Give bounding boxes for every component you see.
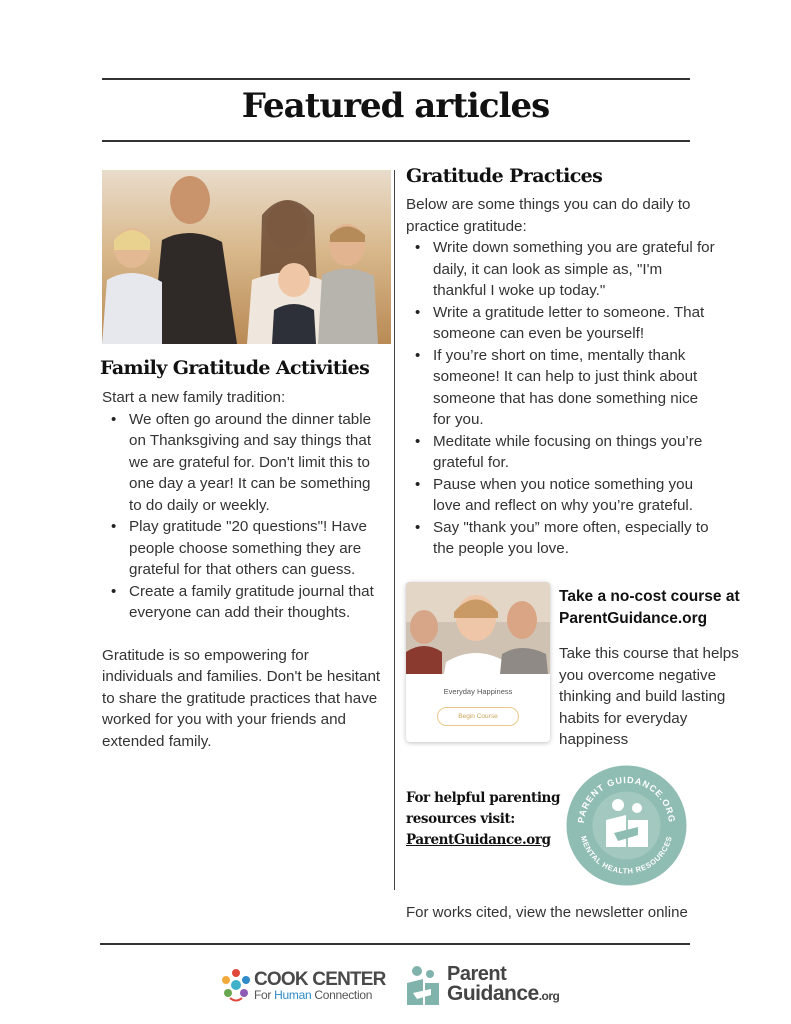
title-underline — [102, 140, 690, 142]
course-image — [406, 582, 550, 674]
gratitude-practices-body — [406, 194, 716, 560]
cook-center-title: COOK CENTER — [254, 969, 386, 990]
list-item: • Write a gratitude letter to someone. That someone can even be yourself! — [406, 302, 716, 345]
family-activities-heading: Family Gratitude Activities — [100, 357, 370, 379]
list-item: • Say "thank you” more often, especially to the people you love. — [406, 517, 716, 560]
gratitude-practices-list — [406, 237, 716, 560]
begin-course-button[interactable]: Begin Course — [437, 707, 519, 726]
parentguidance-logo — [405, 963, 585, 1007]
cook-center-logo — [220, 966, 390, 1006]
list-item: • Create a family gratitude journal that everyone can add their thoughts. — [102, 581, 382, 624]
works-cited-note: For works cited, view the newsletter online — [406, 904, 688, 921]
family-photo — [102, 170, 391, 344]
cook-sub-highlight: Human — [274, 988, 312, 1002]
parentguidance-seal-logo — [566, 765, 687, 886]
parentguidance-link[interactable]: ParentGuidance.org — [406, 832, 551, 848]
family-activities-closing: Gratitude is so empowering for individuals and families. Don't be hesitant to share the gratitude practices that have worked for you with your friends and extended family. — [102, 646, 381, 750]
list-item: • Pause when you notice something you love and reflect on why you’re grateful. — [406, 474, 716, 517]
gratitude-practices-heading: Gratitude Practices — [406, 165, 603, 187]
pg-logo-word-parent: Parent — [447, 963, 507, 985]
list-item: • Write down something you are grateful for daily, it can look as simple as, "I'm thankful I woke up today." — [406, 237, 716, 302]
course-description: Take this course that helps you overcome negative thinking and build lasting habits for everyday happiness — [559, 645, 739, 748]
cook-sub-suffix: Connection — [311, 988, 373, 1002]
seal-top-text: PARENT GUIDANCE.ORG — [575, 774, 678, 824]
footer-rule — [100, 943, 690, 945]
pg-logo-org: .org — [538, 989, 560, 1003]
list-item: • Meditate while focusing on things you’re grateful for. — [406, 431, 716, 474]
pg-logo-word-guidance — [447, 982, 559, 1006]
seal-bottom-text: MENTAL HEALTH RESOURCES — [578, 834, 674, 876]
course-heading: Take a no-cost course at ParentGuidance.org — [559, 588, 740, 627]
list-item: • We often go around the dinner table on Thanksgiving and say things that we are grateful for. Don't limit this to one day a year! It can be something to do daily or weekly. — [102, 409, 382, 517]
list-item: • If you’re short on time, mentally thank someone! It can help to just think about someone that has done something nice for you. — [406, 345, 716, 431]
cook-sub-prefix: For — [254, 988, 275, 1002]
page-title: Featured articles — [241, 86, 550, 126]
resources-text — [406, 788, 566, 851]
list-item: • Play gratitude "20 questions"! Have people choose something they are grateful for that others can guess. — [102, 516, 382, 581]
course-card[interactable] — [406, 582, 550, 742]
parentguidance-icon — [405, 965, 441, 1005]
cook-center-subtitle — [254, 988, 372, 1002]
column-divider — [394, 170, 395, 890]
family-activities-list — [102, 409, 382, 624]
cook-center-icon — [220, 968, 252, 1004]
resources-label: For helpful parenting resources visit: — [406, 790, 561, 827]
family-activities-body — [102, 387, 382, 752]
family-activities-intro: Start a new family tradition: — [102, 389, 286, 406]
course-card-title: Everyday Happiness — [443, 687, 513, 696]
pg-logo-guidance: Guidance — [447, 982, 539, 1005]
top-rule — [102, 78, 690, 80]
gratitude-practices-intro: Below are some things you can do daily to practice gratitude: — [406, 196, 691, 235]
